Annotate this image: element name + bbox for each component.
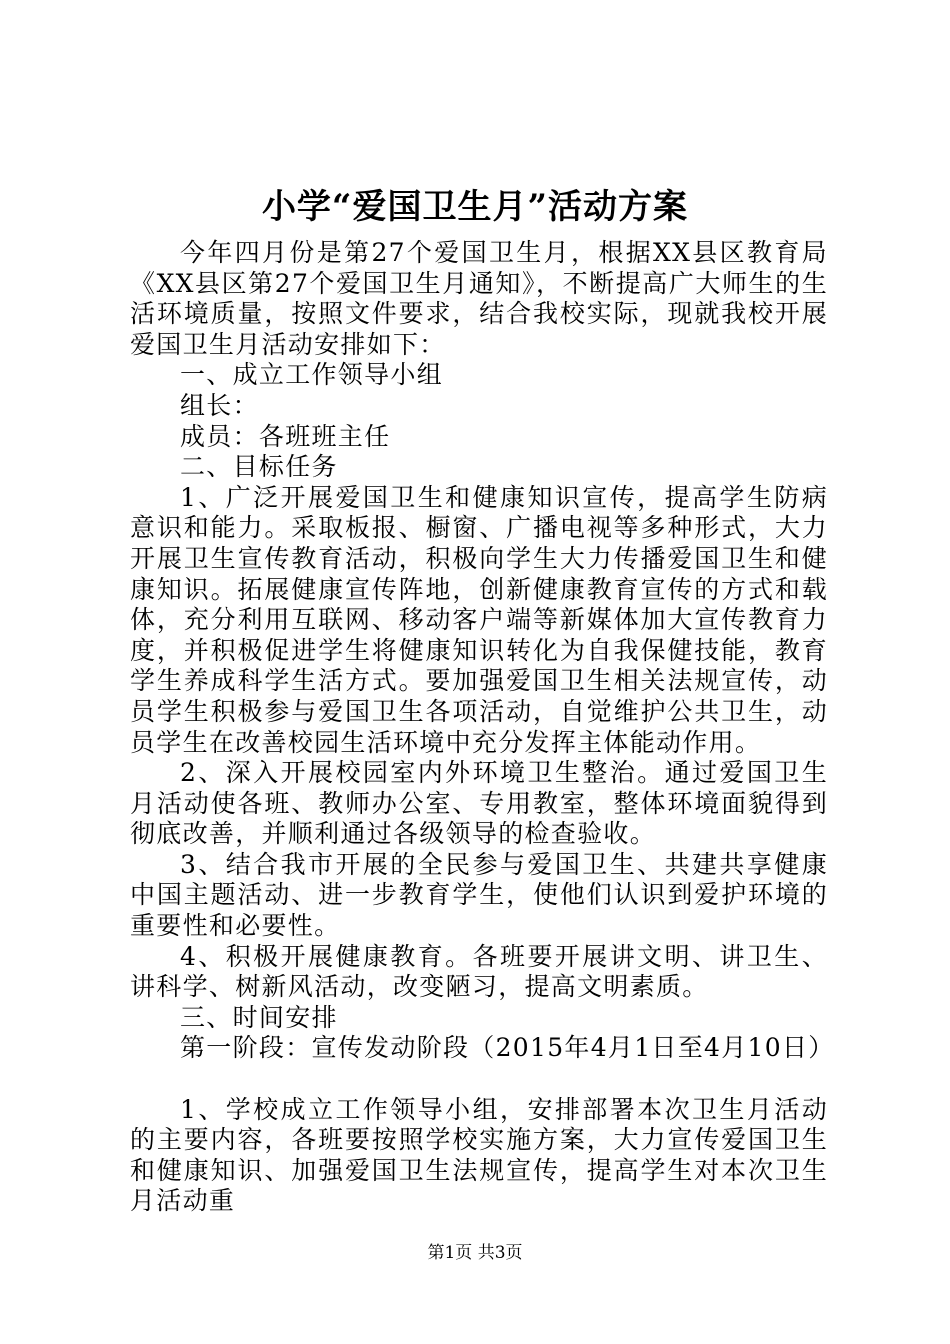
section-heading-2: 二、目标任务 xyxy=(180,452,338,482)
task-paragraph-4: 4、积极开展健康教育。各班要开展讲文明、讲卫生、讲科学、树新风活动，改变陋习，提高文明素质。 xyxy=(130,941,828,1002)
document-body xyxy=(130,238,835,1217)
document-title: 小学“爱国卫生月”活动方案 xyxy=(261,187,689,227)
phase-1-heading: 第一阶段：宣传发动阶段（2015年4月1日至4月10日） xyxy=(180,1033,835,1063)
task-paragraph-2: 2、深入开展校园室内外环境卫生整治。通过爱国卫生月活动使各班、教师办公室、专用教室，整体环境面貌得到彻底改善，并顺利通过各级领导的检查验收。 xyxy=(130,758,828,849)
intro-paragraph: 今年四月份是第27个爱国卫生月，根据XX县区教育局《XX县区第27个爱国卫生月通知》，不断提高广大师生的生活环境质量，按照文件要求，结合我校实际，现就我校开展爱国卫生月活动安排如下： xyxy=(130,238,828,359)
phase-1-item-1: 1、学校成立工作领导小组，安排部署本次卫生月活动的主要内容，各班要按照学校实施方案，大力宣传爱国卫生和健康知识、加强爱国卫生法规宣传，提高学生对本次卫生月活动重 xyxy=(130,1094,828,1216)
members-line: 成员：各班班主任 xyxy=(180,421,391,451)
section-heading-1: 一、成立工作领导小组 xyxy=(180,360,444,390)
page-footer: 第1页 共3页 xyxy=(427,1243,523,1263)
section-heading-3: 三、时间安排 xyxy=(180,1002,338,1032)
task-paragraph-3: 3、结合我市开展的全民参与爱国卫生、共建共享健康中国主题活动、进一步教育学生，使他们认识到爱护环境的重要性和必要性。 xyxy=(130,849,828,941)
task-paragraph-1: 1、广泛开展爱国卫生和健康知识宣传，提高学生防病意识和能力。采取板报、橱窗、广播电视等多种形式，大力开展卫生宣传教育活动，积极向学生大力传播爱国卫生和健康知识。拓展健康宣传阵地，创新健康教育宣传的方式和载体，充分利用互联网、移动客户端等新媒体加大宣传教育力度，并积极促进学生将健康知识转化为自我保健技能，教育学生养成科学生活方式。要加强爱国卫生相关法规宣传，动员学生积极参与爱国卫生各项活动，自觉维护公共卫生，动员学生在改善校园生活环境中充分发挥主体能动作用。 xyxy=(130,482,828,757)
leader-line: 组长： xyxy=(180,390,259,420)
